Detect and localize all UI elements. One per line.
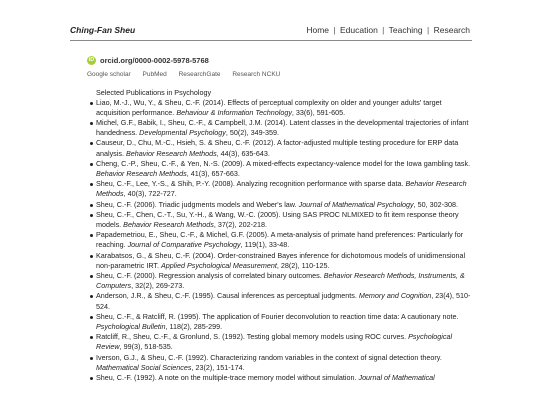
publication-journal: Journal of Mathematical Psychology [298, 199, 414, 209]
publication-volume-pages: , 50, 302-308. [413, 199, 459, 209]
site-title[interactable]: Ching-Fan Sheu [70, 25, 136, 35]
publication-item [96, 98, 476, 118]
nav-separator: | [333, 25, 336, 35]
publication-item [96, 210, 476, 230]
publication-item [96, 230, 476, 250]
publication-item [96, 118, 476, 138]
publication-item [96, 179, 476, 199]
publication-item [96, 332, 476, 352]
publication-journal: Developmental Psychology [139, 128, 226, 138]
nav-education[interactable]: Education [339, 25, 378, 35]
publication-item [96, 353, 476, 373]
publication-volume-pages: , 23(4), 510-524. [96, 291, 471, 311]
publication-journal: Memory and Cognition [358, 291, 432, 301]
publication-citation: Sheu, C.-F., & Ratcliff, R. (1995). The application of Fourier deconvolution to reaction time data: A cautionary note. [96, 311, 459, 321]
publication-citation: Cheng, C.-P., Sheu, C.-F., & Yen, N.-S. (2009). A mixed-effects expectancy-valence model for the Iowa gambling task. [96, 158, 471, 168]
publication-item [96, 200, 476, 210]
publication-volume-pages: , 37(2), 202-218. [213, 219, 268, 229]
orcid-link[interactable] [87, 54, 209, 66]
publication-citation: Michel, G.F., Babik, I., Sheu, C.-F., & Campbell, J.M. (2014). Latent classes in the developmental trajectories of infant handedness. [96, 117, 469, 138]
publication-volume-pages: , 28(2), 110-125. [276, 260, 330, 270]
publication-volume-pages: , 44(3), 635-643. [216, 148, 270, 158]
publication-journal: Behavior Research Methods [125, 148, 217, 158]
publication-item [96, 312, 476, 332]
publication-item [96, 291, 476, 311]
publication-citation: Sheu, C.-F. (2006). Triadic judgments models and Weber's law. [96, 199, 299, 209]
publication-journal: Behaviour & Information Technology [176, 107, 292, 117]
publications-heading: Selected Publications in Psychology [96, 88, 212, 97]
publication-journal: Behavior Research Methods [123, 219, 214, 229]
publication-volume-pages: , 33(6), 591-605. [291, 107, 346, 117]
publication-journal: Psychological Review [96, 332, 453, 352]
publication-citation: Sheu, C.-F., Lee, Y.-S., & Shih, P.-Y. (2008). Analyzing recognition performance with sparse data. [96, 179, 406, 189]
publication-citation: Ratcliff, R., Sheu, C.-F., & Gronlund, S. (1992). Testing global memory models using ROC curves. [96, 332, 409, 342]
orcid-icon: iD [88, 57, 95, 63]
profile-links [87, 71, 290, 78]
publication-volume-pages: , 119(1), 33-48. [240, 240, 290, 250]
publication-citation: Iverson, G.J., & Sheu, C.-F. (1992). Characterizing random variables in the context of signal detection theory. [96, 352, 442, 362]
publication-journal: Behavior Research Methods [96, 179, 467, 199]
publication-journal: Behavior Research Methods [96, 168, 187, 178]
nav-research[interactable]: Research [433, 25, 470, 35]
nav-home[interactable]: Home [306, 25, 330, 35]
publication-journal: Mathematical Social Sciences [96, 362, 192, 372]
publication-citation: Sheu, C.-F. (1992). A note on the multiple-trace memory model without simulation. [96, 372, 359, 382]
publication-journal: Psychological Bulletin [96, 321, 166, 331]
pubmed-link[interactable]: PubMed [142, 71, 167, 78]
main-nav [306, 25, 470, 35]
publication-citation: Papademetriou, E., Sheu, C.-F., & Michel, G.F. (2005). A meta-analysis of primate hand preferences: Particularly for reaching. [96, 230, 464, 250]
publication-journal: Journal of Mathematical [358, 372, 435, 382]
nav-teaching[interactable]: Teaching [388, 25, 423, 35]
publication-citation: Karabatsos, G., & Sheu, C.-F. (2004). Order-constrained Bayes inference for dichotomous models of unidimensional non-parametric IRT. [96, 250, 466, 270]
nav-separator: | [382, 25, 385, 35]
publication-citation: Causeur, D., Chu, M.-C., Hsieh, S. & Sheu, C.-F. (2012). A factor-adjusted multiple testing procedure for ERP data analysis. [96, 138, 459, 158]
publication-volume-pages: , 99(3), 518-535. [119, 342, 173, 352]
publication-item [96, 138, 476, 158]
publication-citation: Liao, M.-J., Wu, Y., & Sheu, C.-F. (2014). Effects of perceptual complexity on older and younger adults' target acquisition performance. [96, 97, 442, 117]
orcid-id[interactable]: orcid.org/0000-0002-5978-5768 [100, 55, 209, 65]
publication-volume-pages: , 40(3), 722-727. [123, 189, 177, 199]
publication-item [96, 251, 476, 271]
publication-citation: Sheu, C.-F., Chen, C.-T., Su, Y.-H., & Wang, W.-C. (2005). Using SAS PROC NLMIXED to fit item response theory models. [96, 209, 459, 229]
publication-item [96, 373, 476, 383]
publication-item [96, 271, 476, 291]
publication-volume-pages: , 41(3), 657-663. [186, 168, 240, 178]
publication-volume-pages: , 50(2), 349-359. [225, 128, 280, 138]
header-divider [70, 40, 472, 41]
publication-item [96, 159, 476, 179]
publication-volume-pages: , 23(2), 151-174. [191, 362, 245, 372]
site-header [70, 25, 470, 41]
publication-citation: Sheu, C.-F. (2000). Regression analysis of correlated binary outcomes. [96, 270, 324, 280]
research-ncku-link[interactable]: Research NCKU [232, 71, 281, 78]
publication-journal: Journal of Comparative Psychology [127, 240, 241, 250]
nav-separator: | [427, 25, 430, 35]
publication-journal: Behavior Research Methods, Instruments, & Computers [96, 270, 465, 291]
researchgate-link[interactable]: ResearchGate [178, 71, 221, 78]
publication-citation: Anderson, J.R., & Sheu, C.-F. (1995). Causal inferences as perceptual judgments. [96, 291, 359, 301]
publication-journal: Applied Psychological Measurement [160, 260, 277, 270]
publication-volume-pages: , 118(2), 285-299. [165, 321, 223, 331]
publication-list [96, 98, 476, 384]
publication-volume-pages: , 32(2), 269-273. [131, 281, 185, 291]
google-scholar-link[interactable]: Google scholar [87, 71, 131, 78]
